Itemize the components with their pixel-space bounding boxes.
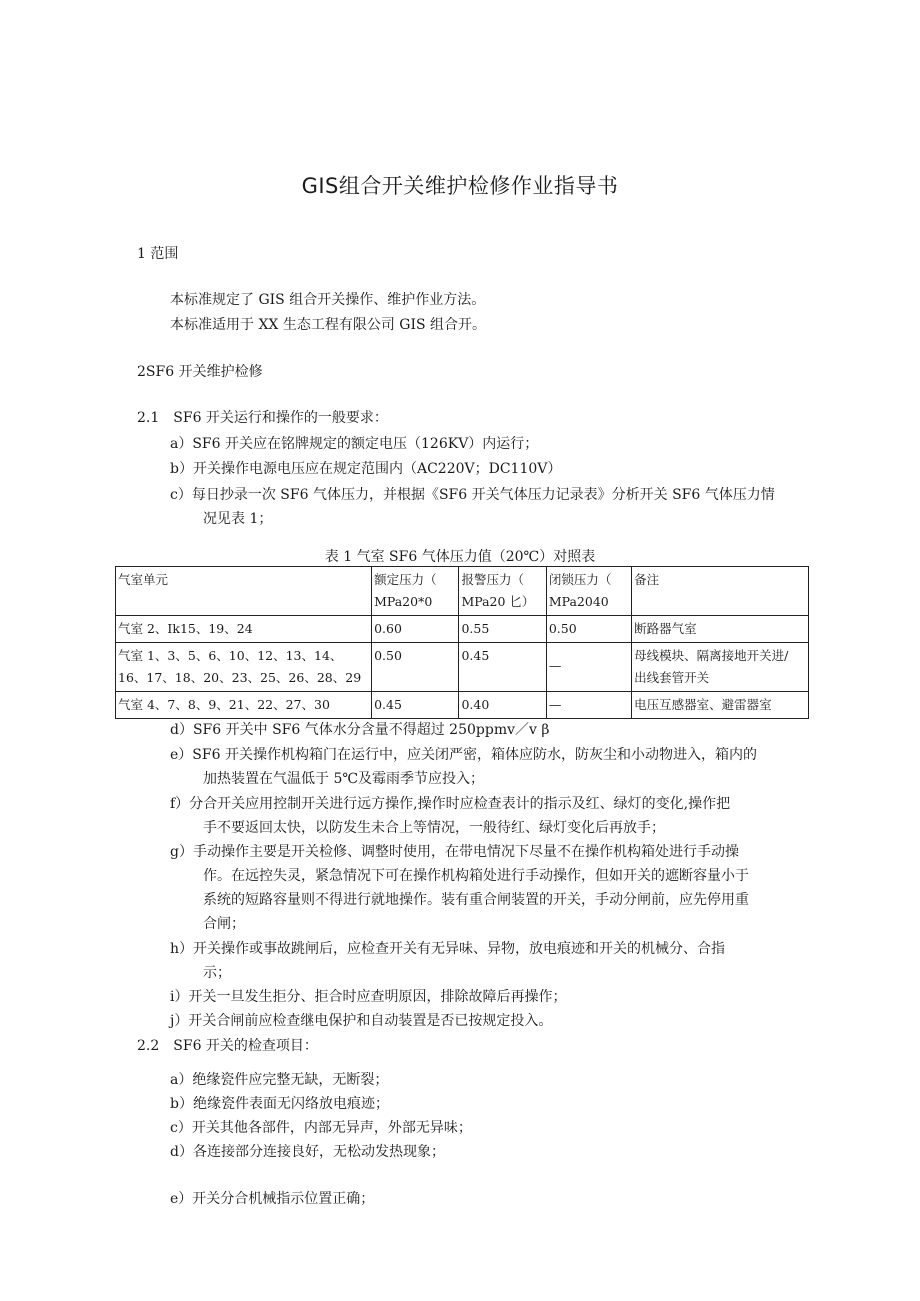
cell-lock: — xyxy=(546,692,631,719)
header-lock-pressure: 闭锁压力（ MPa2040 xyxy=(546,567,631,616)
cell-alarm: 0.55 xyxy=(459,616,546,643)
item-2-1-g-line2: 作。在远控失灵，紧急情况下可在操作机构箱处进行手动操作，但如开关的遮断容量小于 xyxy=(203,868,749,884)
document-title: GIS组合开关维护检修作业指导书 xyxy=(301,174,619,198)
item-2-1-e-line2: 加热装置在气温低于 5℃及霉雨季节应投入； xyxy=(203,771,485,787)
cell-unit: 气室 2、Ik15、19、24 xyxy=(116,616,372,643)
item-2-1-g-line1: g）手动操作主要是开关检修、调整时使用，在带电情况下尽量不在操作机构箱处进行手动操 xyxy=(170,844,739,860)
cell-lock: — xyxy=(546,643,631,692)
header-alarm-pressure: 报警压力（ MPa20 匕） xyxy=(459,567,546,616)
cell-unit: 气室 4、7、8、9、21、22、27、30 xyxy=(116,692,372,719)
table-header-row xyxy=(116,567,809,616)
cell-lock: 0.50 xyxy=(546,616,631,643)
cell-alarm: 0.45 xyxy=(459,643,546,692)
cell-unit: 气室 1、3、5、6、10、12、13、14、 16、17、18、20、23、25、26、28、29 xyxy=(116,643,372,692)
item-2-2-c: c）开关其他各部件，内部无异声，外部无异味； xyxy=(170,1120,472,1136)
item-2-2-d: d）各连接部分连接良好，无松动发热现象； xyxy=(170,1144,445,1160)
cell-rated: 0.60 xyxy=(372,616,459,643)
item-2-1-i: i）开关一旦发生拒分、拒合时应查明原因，排除故障后再操作； xyxy=(170,989,567,1005)
item-2-1-g-line4: 合闸； xyxy=(203,916,245,932)
item-2-2-a: a）绝缘瓷件应完整无缺，无断裂； xyxy=(170,1072,389,1088)
item-2-1-d: d）SF6 开关中 SF6 气体水分含量不得超过 250ppmv／v β xyxy=(170,722,550,738)
cell-note: 母线模块、隔离接地开关进/ 出线套管开关 xyxy=(632,643,809,692)
header-note: 备注 xyxy=(632,567,809,616)
scope-paragraph-2: 本标准适用于 XX 生态工程有限公司 GIS 组合开。 xyxy=(170,317,487,333)
scope-paragraph-1: 本标准规定了 GIS 组合开关操作、维护作业方法。 xyxy=(170,292,486,308)
cell-rated: 0.45 xyxy=(372,692,459,719)
section-2-2-heading: 2.2 SF6 开关的检查项目： xyxy=(137,1038,318,1054)
cell-note: 电压互感器室、避雷器室 xyxy=(632,692,809,719)
item-2-1-f-line1: f）分合开关应用控制开关进行远方操作,操作时应检查表计的指示及红、绿灯的变化,操作把 xyxy=(170,796,731,812)
item-2-2-e: e）开关分合机械指示位置正确； xyxy=(170,1191,375,1207)
table-row xyxy=(116,643,809,692)
section-2-heading: 2SF6 开关维护检修 xyxy=(137,364,263,380)
item-2-2-b: b）绝缘瓷件表面无闪络放电痕迹； xyxy=(170,1096,389,1112)
cell-note: 断路器气室 xyxy=(632,616,809,643)
item-2-1-c-line1: c）每日抄录一次 SF6 气体压力，并根据《SF6 开关气体压力记录表》分析开关 SF6 气体压力情 xyxy=(170,487,775,503)
item-2-1-e-line1: e）SF6 开关操作机构箱门在运行中，应关闭严密，箱体应防水，防灰尘和小动物进入，箱内的 xyxy=(170,747,757,763)
item-2-1-h-line2: 示； xyxy=(203,965,231,981)
table-row xyxy=(116,692,809,719)
item-2-1-f-line2: 手不要返回太快，以防发生未合上等情况，一般待红、绿灯变化后再放手； xyxy=(203,820,665,836)
table-caption: 表 1 气室 SF6 气体压力值（20℃）对照表 xyxy=(324,549,596,565)
item-2-1-g-line3: 系统的短路容量则不得进行就地操作。装有重合闸装置的开关，手动分闸前，应先停用重 xyxy=(203,892,749,908)
section-2-1-heading: 2.1 SF6 开关运行和操作的一般要求： xyxy=(137,410,388,426)
table-row xyxy=(116,616,809,643)
section-1-heading: 1 范围 xyxy=(137,246,179,262)
cell-rated: 0.50 xyxy=(372,643,459,692)
item-2-1-c-line2: 况见表 1； xyxy=(203,511,273,527)
item-2-1-h-line1: h）开关操作或事故跳闸后，应检查开关有无异味、异物，放电痕迹和开关的机械分、合指 xyxy=(170,941,726,957)
item-2-1-b: b）开关操作电源电压应在规定范围内（AC220V；DC110V） xyxy=(170,461,562,477)
header-rated-pressure: 额定压力（ MPa20*0 xyxy=(372,567,459,616)
cell-alarm: 0.40 xyxy=(459,692,546,719)
item-2-1-a: a）SF6 开关应在铭牌规定的额定电压（126KV）内运行； xyxy=(170,436,539,452)
header-unit: 气室单元 xyxy=(116,567,372,616)
item-2-1-j: j）开关合闸前应检查继电保护和自动装置是否已按规定投入。 xyxy=(170,1013,553,1029)
pressure-table xyxy=(115,566,809,719)
